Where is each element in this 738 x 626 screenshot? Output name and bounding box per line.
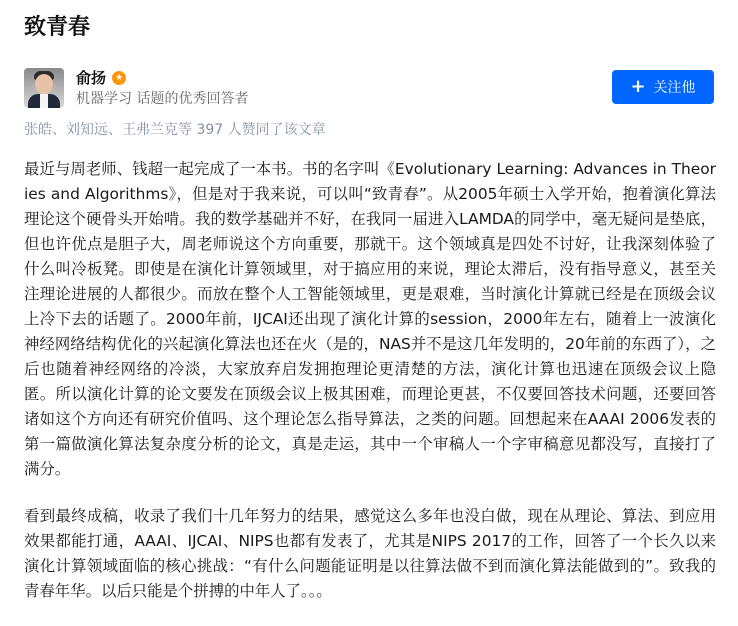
- plus-icon: +: [630, 76, 646, 97]
- likes-summary[interactable]: 张皓、刘知远、王弗兰克等 397 人赞同了该文章: [24, 122, 326, 138]
- article-body: [24, 157, 716, 626]
- author-avatar[interactable]: [24, 68, 64, 108]
- follow-button[interactable]: [612, 70, 714, 104]
- author-headline: 机器学习 话题的优秀回答者: [76, 91, 249, 107]
- article-title: 致青春: [24, 15, 91, 40]
- star-badge-icon: ★: [112, 71, 126, 85]
- article-paragraph: 最近与周老师、钱超一起完成了一本书。书的名字叫《Evolutionary Learning: Advances in Theories and Algorithms》，但是对于我来说，可以叫“致青春”。从2005年硕士入学开始，抱着演化算法理论这个硬骨头开始啃。我的数学基础并不好，在我同一届进入LAMDA的同学中，毫无疑问是垫底，但也许优点是胆子大，周老师说这个方向重要，那就干。这个领域真是四处不讨好，让我深刻体验了什么叫冷板凳。即使是在演化计算领域里，对于搞应用的来说，理论太滞后，没有指导意义，甚至关注理论进展的人都很少。而放在整个人工智能领域里，更是艰难，当时演化计算就已经是在顶级会议上冷下去的话题了。2000年前，IJCAI还出现了演化计算的session，2000年左右，随着上一波演化神经网络结构优化的兴起演化算法也还在火（是的，NAS并不是这几年发明的，20年前的东西了），之后也随着神经网络的冷淡，大家放弃启发拥抱理论更清楚的方法，演化计算也迅速在顶级会议上隐匿。所以演化计算的论文要发在顶级会议上极其困难，而理论更甚，不仅要回答技术问题，还要回答诸如这个方向还有研究价值吗、这个理论怎么指导算法，之类的问题。回想起来在AAAI 2006发表的第一篇做演化算法复杂度分析的论文，真是走运，其中一个审稿人一个字审稿意见都没写，直接打了满分。: [24, 160, 716, 478]
- author-card: [24, 68, 714, 110]
- author-name[interactable]: 俞扬: [76, 69, 107, 87]
- article-paragraph: 看到最终成稿，收录了我们十几年努力的结果，感觉这么多年也没白做，现在从理论、算法、到应用效果都能打通，AAAI、IJCAI、NIPS也都有发表了，尤其是NIPS 2017的工作，回答了一个长久以来演化计算领域面临的核心挑战：“有什么问题能证明是以往算法做不到而演化算法能做到的”。致我的青春年华。以后只能是个拼搏的中年人了。。。: [24, 507, 716, 600]
- follow-button-label: 关注他: [653, 80, 696, 96]
